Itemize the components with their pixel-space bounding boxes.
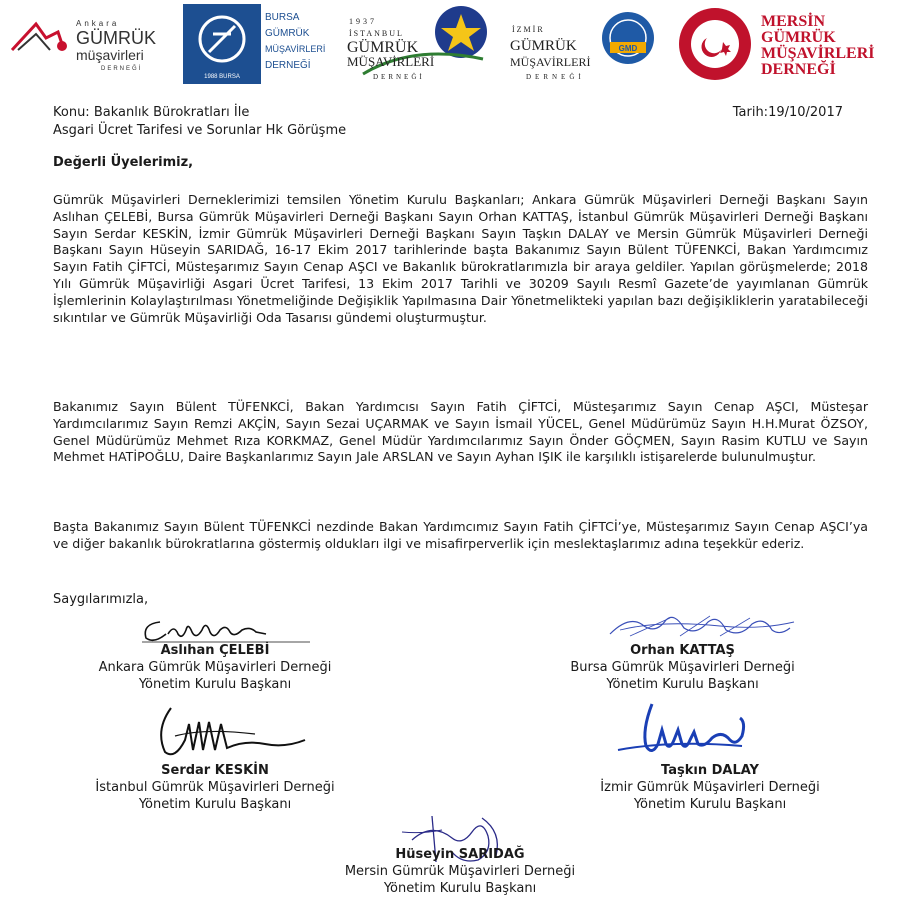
svg-text:GÜMRÜK: GÜMRÜK [761, 29, 836, 46]
subject-block [53, 104, 346, 140]
body-paragraph-3: Başta Bakanımız Sayın Bülent TÜFENKCİ nezdinde Bakan Yardımcımız Sayın Fatih ÇİFTCİ’ye, Müsteşarımız Sayın Cenap AŞCI’ya ve diğer bakanlık bürokratlarına göstermiş oldukları ilgi ve misafirperverlik için meslektaşlarımız adına teşekkür ederiz. [53, 519, 868, 551]
svg-text:GMD: GMD [618, 44, 638, 53]
signatory-title: Yönetim Kurulu Başkanı [606, 677, 759, 692]
signatory-mersin [290, 846, 630, 897]
signatory-title: Yönetim Kurulu Başkanı [138, 677, 292, 692]
signatory-organization: İzmir Gümrük Müşavirleri Derneği [600, 780, 820, 795]
svg-text:DERNEĞİ: DERNEĞİ [761, 61, 836, 78]
ankara-association-logo [6, 4, 174, 84]
svg-text:GÜMRÜK: GÜMRÜK [347, 39, 419, 56]
signatory-title: Yönetim Kurulu Başkanı [383, 881, 537, 896]
document-date: Tarih:19/10/2017 [732, 105, 843, 120]
subject-line-2: Asgari Ücret Tarifesi ve Sorunlar Hk Görüşme [53, 123, 347, 138]
signature-kattas [600, 608, 800, 642]
signatory-name: Hüseyin SARIDAĞ [395, 847, 525, 862]
signatory-title: Yönetim Kurulu Başkanı [633, 797, 787, 812]
signatory-organization: Bursa Gümrük Müşavirleri Derneği [570, 660, 795, 675]
salutation: Değerli Üyelerimiz, [53, 155, 194, 170]
svg-text:MÜŞAVİRLERİ: MÜŞAVİRLERİ [265, 44, 326, 54]
svg-text:DERNEĞİ: DERNEĞİ [101, 66, 143, 72]
signatory-name: Aslıhan ÇELEBİ [160, 643, 270, 658]
svg-text:DERNEĞİ: DERNEĞİ [526, 73, 585, 81]
signatory-bursa [520, 642, 845, 693]
svg-text:müşavirleri: müşavirleri [76, 47, 144, 63]
signature-celebi [140, 612, 315, 644]
signatory-izmir [550, 762, 870, 813]
svg-text:MÜŞAVİRLERİ: MÜŞAVİRLERİ [761, 45, 875, 62]
svg-text:BURSA: BURSA [265, 12, 300, 23]
logo-strip [0, 0, 900, 90]
signatory-name: Orhan KATTAŞ [630, 643, 735, 658]
svg-text:Ankara: Ankara [76, 19, 120, 28]
svg-text:DERNEĞİ: DERNEĞİ [265, 60, 311, 71]
istanbul-association-logo [343, 4, 496, 84]
mersin-association-logo [677, 4, 895, 84]
signatory-title: Yönetim Kurulu Başkanı [138, 797, 292, 812]
svg-text:1937: 1937 [349, 17, 377, 26]
svg-text:1988 BURSA: 1988 BURSA [204, 74, 240, 80]
body-paragraph-2: Bakanımız Sayın Bülent TÜFENKCİ, Bakan Yardımcısı Sayın Fatih ÇİFTCİ, Müsteşarımız Sayın Cenap AŞCI, Müsteşar Yardımcılarımız Sayın Remzi AKÇİN, Sayın Sezai UÇARMAK ve Sayın İsmail YÜCEL, Genel Müdürümüz Sayın H.H.Murat ÖZSOY, Genel Müdürümüz Mehmet Rıza KORKMAZ, Genel Müdür Yardımcılarımız Sayın Önder GÖÇMEN, Sayın Rasim KUTLU ve Sayın Mehmet HATİPOĞLU, Daire Başkanlarımız Sayın Jale ARSLAN ve Sayın Ayhan IŞIK ile karşılıklı istişarelerde bulunulmuştur. [53, 399, 868, 465]
signatory-organization: İstanbul Gümrük Müşavirleri Derneği [95, 780, 335, 795]
svg-text:MÜŞAVİRLERİ: MÜŞAVİRLERİ [510, 55, 591, 69]
svg-text:GÜMRÜK: GÜMRÜK [76, 28, 156, 48]
svg-text:MERSİN: MERSİN [761, 13, 826, 30]
signatory-ankara [60, 642, 370, 693]
svg-text:GÜMRÜK: GÜMRÜK [510, 38, 577, 54]
signatory-name: Taşkın DALAY [661, 763, 759, 778]
svg-text:DERNEĞİ: DERNEĞİ [373, 73, 425, 81]
signatory-organization: Mersin Gümrük Müşavirleri Derneği [344, 864, 576, 879]
subject-line-1: Konu: Bakanlık Bürokratları İle [53, 105, 250, 120]
body-paragraph-1: Gümrük Müşavirleri Derneklerimizi temsilen Yönetim Kurulu Başkanları; Ankara Gümrük Müşavirleri Derneği Başkanı Sayın Aslıhan ÇELEBİ, Bursa Gümrük Müşavirleri Derneği Başkanı Sayın Orhan KATTAŞ, İstanbul Gümrük Müşavirleri Derneği Başkanı Sayın Serdar KESKİN, İzmir Gümrük Müşavirleri Derneği Başkanı Sayın Taşkın DALAY ve Mersin Gümrük Müşavirleri Derneği Başkanı Sayın Hüseyin SARIDAĞ, 16-17 Ekim 2017 tarihlerinde başta Bakanımız Sayın Bülent TÜFENKCİ, Bakan Yardımcımız Sayın Fatih ÇİFTCİ, Müsteşarımız Sayın Cenap AŞCI ve Bakanlık bürokratlarımızla bir araya geldiler. Yapılan görüşmelerde; 2018 Yılı Gümrük Müşavirliği Asgari Ücret Tarifesi, 13 Ekim 2017 Tarihli ve 30209 Sayılı Resmî Gazete’de yayımlanan Gümrük İşlemlerinin Kolaylaştırılması Yönetmeliğinde Değişiklik Yapılmasına Dair Yönetmelikteki yapılan bazı değişikliklerin yaratabileceği sıkıntılar ve Gümrük Müşavirliği Oda Tasarısı gündemi oluşturmuştur. [53, 192, 868, 325]
svg-text:GÜMRÜK: GÜMRÜK [265, 28, 310, 39]
bursa-association-logo [183, 4, 335, 84]
signatory-organization: Ankara Gümrük Müşavirleri Derneği [98, 660, 332, 675]
izmir-association-logo [506, 4, 664, 84]
signatory-istanbul [60, 762, 370, 813]
svg-text:İZMİR: İZMİR [512, 25, 545, 34]
closing-phrase: Saygılarımızla, [53, 592, 149, 607]
signatory-name: Serdar KESKİN [161, 763, 269, 778]
signature-keskin [145, 700, 320, 762]
signature-dalay [612, 700, 772, 762]
svg-text:MÜŞAVİRLERİ: MÜŞAVİRLERİ [347, 54, 435, 69]
svg-text:İSTANBUL: İSTANBUL [349, 29, 404, 38]
